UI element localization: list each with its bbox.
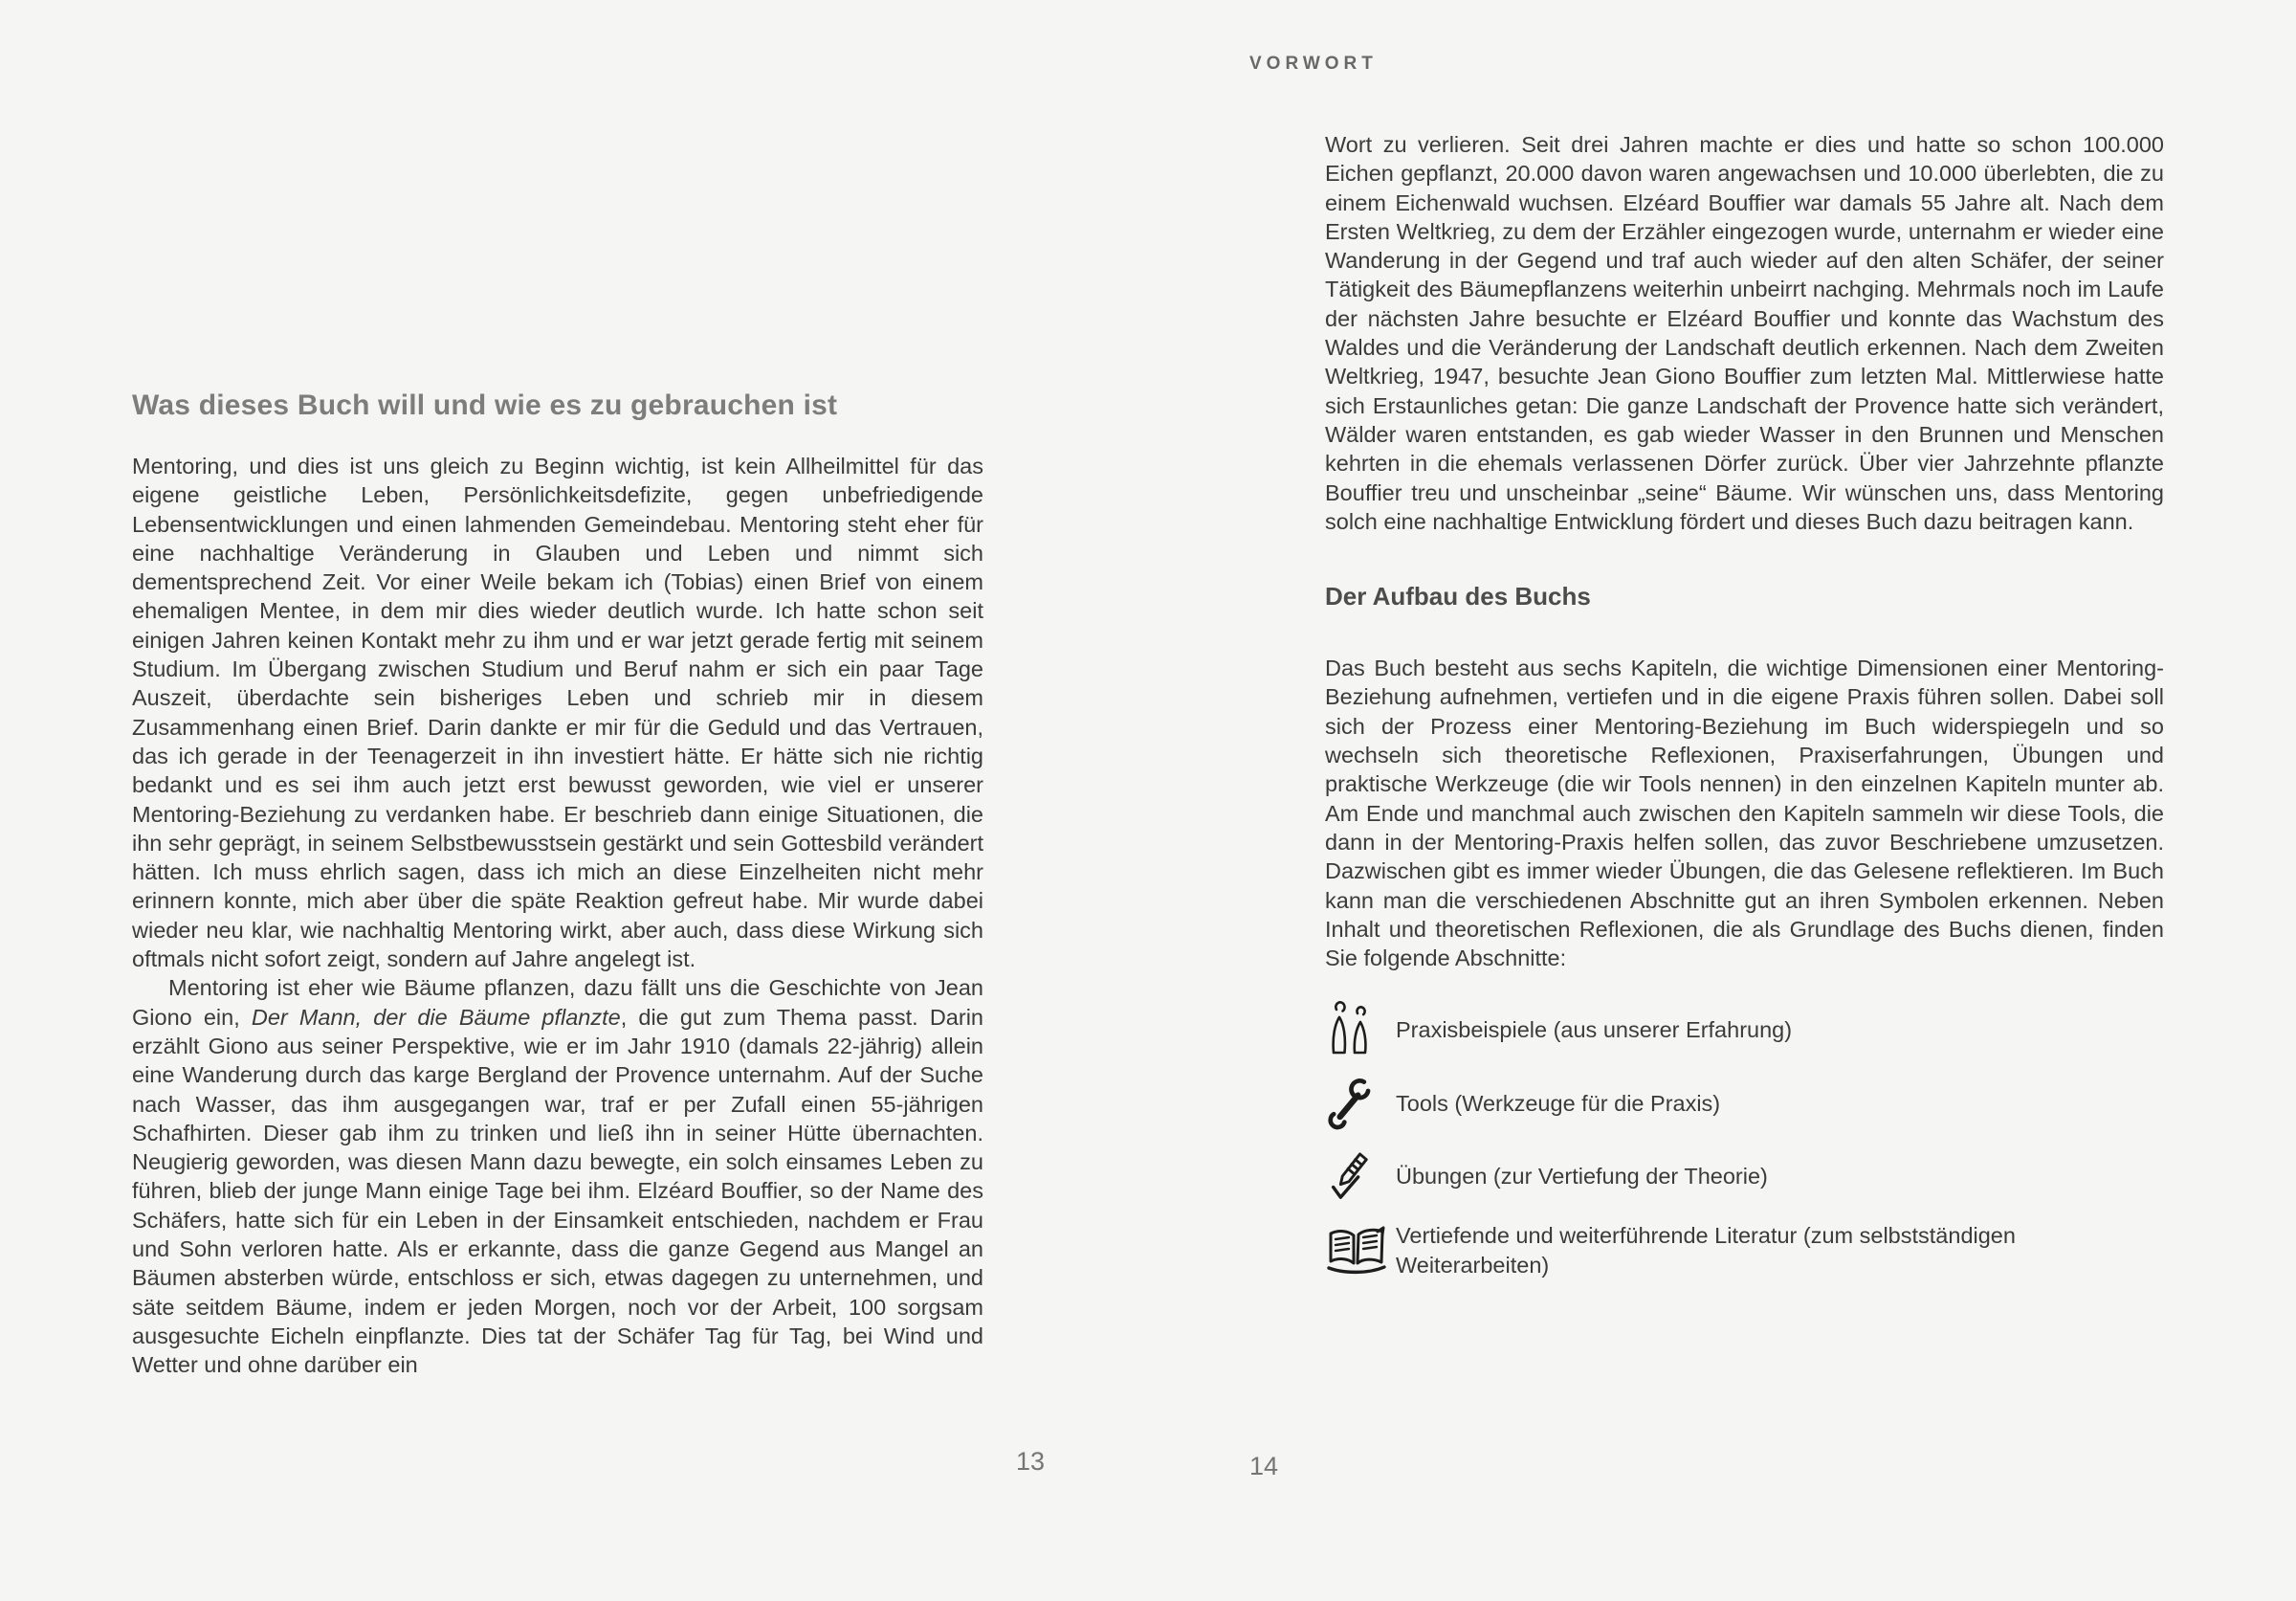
pencil-check-icon xyxy=(1325,1148,1396,1204)
right-paragraph-2: Das Buch besteht aus sechs Kapiteln, die wichtige Dimensionen einer Mentoring-Beziehung aufnehmen, vertiefen und in die eigene Praxis führen sollen. Dabei soll sich der Prozess einer Mentoring-Beziehung im Buch widerspiegeln und so wechseln sich theoretische Reflexionen, Praxiserfahrungen, Übungen und praktische Werkzeuge (die wir Tools nennen) in den einzelnen Kapiteln munter ab. Am Ende und manchmal auch zwischen den Kapiteln sammeln wir diese Tools, die dann in der Mentoring-Praxis helfen sollen, das zuvor Beschriebene umzusetzen. Dazwischen gibt es immer wieder Übungen, die das Gelesene reflektieren. Im Buch kann man die verschiedenen Abschnitte gut an ihren Symbolen erkennen. Neben Inhalt und theoretischen Reflexionen, die als Grundlage des Buchs dienen, finden Sie folgende Abschnitte: xyxy=(1325,656,2164,971)
page-number-left: 13 xyxy=(1016,1447,1046,1476)
open-book-icon xyxy=(1325,1225,1396,1277)
section-subheading: Der Aufbau des Buchs xyxy=(1325,582,1591,611)
book-title-italic: Der Mann, der die Bäume pflanzte xyxy=(251,1004,621,1030)
wrench-icon xyxy=(1325,1077,1396,1130)
page-number-right: 14 xyxy=(1249,1452,1279,1480)
paragraph-text-after-title: , die gut zum Thema passt. Darin erzählt Giono aus seiner Perspektive, wie er im Jahr 1910 (damals 22-jährig) allein eine Wanderung durch das karge Bergland der Provence unternahm. Auf der Suche nach Wasser, das ihm ausgegangen war, traf er per Zufall einen 55-jährigen Schafhirten. Dieser gab ihm zu trinken und ließ ihn in seiner Hütte übernachten. Neugierig geworden, was diesen Mann dazu bewegte, ein solch einsames Leben zu führen, blieb der junge Mann einige Tage bei ihm. Elzéard Bouffier, so der Name des Schäfers, hatte sich für ein Leben in der Einsamkeit entschieden, nachdem er Frau und Sohn verloren hatte. Als er erkannte, dass die ganze Gegend aus Mangel an Bäumen absterben würde, entschloss er sich, etwas dagegen zu unternehmen, und säte seitdem Bäume, indem er jeden Morgen, noch vor der Arbeit, 100 sorgsam ausgesuchte Eicheln einpflanzte. Dies tat der Schäfer Tag für Tag, bei Wind und Wetter und ohne darüber ein xyxy=(132,1004,983,1378)
left-paragraph-2 xyxy=(132,973,983,1379)
paragraph-text-before-title: Mentoring ist eher wie Bäume pflanzen, dazu fällt uns die Geschichte von Jean Giono ein, xyxy=(132,975,983,1030)
legend-row-praxisbeispiele xyxy=(1325,1001,2164,1058)
left-paragraph-1: Mentoring, und dies ist uns gleich zu Beginn wichtig, ist kein Allheilmittel für das eigene geistliche Leben, Persönlichkeitsdefizite, gegen unbefriedigende Lebensentwicklungen und einen lahmenden Gemeindebau. Mentoring steht eher für eine nachhaltige Veränderung in Glauben und Leben und nimmt sich dementsprechend Zeit. Vor einer Weile bekam ich (Tobias) einen Brief von einem ehemaligen Mentee, in dem mir dies wieder deutlich wurde. Ich hatte schon seit einigen Jahren keinen Kontakt mehr zu ihm und er war jetzt gerade fertig mit seinem Studium. Im Übergang zwischen Studium und Beruf nahm er sich ein paar Tage Auszeit, überdachte sein bisheriges Leben und schrieb mir in diesem Zusammenhang einen Brief. Darin dankte er mir für die Geduld und das Vertrauen, das ich gerade in der Teenagerzeit in ihn investiert hätte. Er hätte sich nie richtig bedankt und es sei ihm auch jetzt erst bewusst geworden, wie viel er unserer Mentoring-Beziehung zu verdanken habe. Er beschrieb dann einige Situationen, die ihn sehr geprägt, in seinem Selbstbewusstsein gestärkt und sein Gottesbild verändert hätten. Ich muss ehrlich sagen, dass ich mich an diese Einzelheiten nicht mehr erinnern konnte, mich aber über die späte Reaktion gefreut habe. Mir wurde dabei wieder neu klar, wie nachhaltig Mentoring wirkt, aber auch, dass diese Wirkung sich oftmals nicht sofort zeigt, sondern auf Jahre angelegt ist. xyxy=(132,454,983,972)
page-left xyxy=(132,389,983,1380)
legend-label: Tools (Werkzeuge für die Praxis) xyxy=(1396,1091,1721,1117)
legend-row-literatur xyxy=(1325,1221,2164,1279)
legend-label: Übungen (zur Vertiefung der Theorie) xyxy=(1396,1164,1768,1190)
legend-label: Vertiefende und weiterführende Literatur (zum selbstständigen Weiterarbeiten) xyxy=(1396,1223,2016,1278)
right-paragraph-1: Wort zu verlieren. Seit drei Jahren machte er dies und hatte so schon 100.000 Eichen gepflanzt, 20.000 davon waren angewachsen und 10.000 überlebten, die zu einem Eichenwald wuchsen. Elzéard Bouffier war damals 55 Jahre alt. Nach dem Ersten Weltkrieg, zu dem der Erzähler eingezogen wurde, unternahm er wieder eine Wanderung in der Gegend und traf auch wieder auf den alten Schäfer, der seiner Tätigkeit des Bäumepflanzens weiterhin unbeirrt nachging. Mehrmals noch im Laufe der nächsten Jahre besuchte er Elzéard Bouffier und konnte das Wachstum des Waldes und die Veränderung der Landschaft deutlich erkennen. Nach dem Zweiten Weltkrieg, 1947, besuchte Jean Giono Bouffier zum letzten Mal. Mittlerwiese hatte sich Erstaunliches getan: Die ganze Landschaft der Provence hatte sich verändert, Wälder waren entstanden, es gab wieder Wasser in den Brunnen und Menschen kehrten in die ehemals verlassenen Dörfer zurück. Über vier Jahrzehnte pflanzte Bouffier treu und unscheinbar „seine“ Bäume. Wir wünschen uns, dass Mentoring solch eine nachhaltige Entwicklung fördert und dieses Buch dazu beitragen kann. xyxy=(1325,132,2164,534)
legend-row-tools xyxy=(1325,1076,2164,1131)
symbol-legend xyxy=(1325,1001,2164,1279)
chapter-heading: Was dieses Buch will und wie es zu gebrauchen ist xyxy=(132,389,838,421)
legend-row-uebungen xyxy=(1325,1148,2164,1204)
legend-label: Praxisbeispiele (aus unserer Erfahrung) xyxy=(1396,1017,1793,1043)
page-right xyxy=(1325,130,2164,1297)
running-header: VORWORT xyxy=(1249,54,1378,74)
two-people-icon xyxy=(1325,1001,1396,1058)
